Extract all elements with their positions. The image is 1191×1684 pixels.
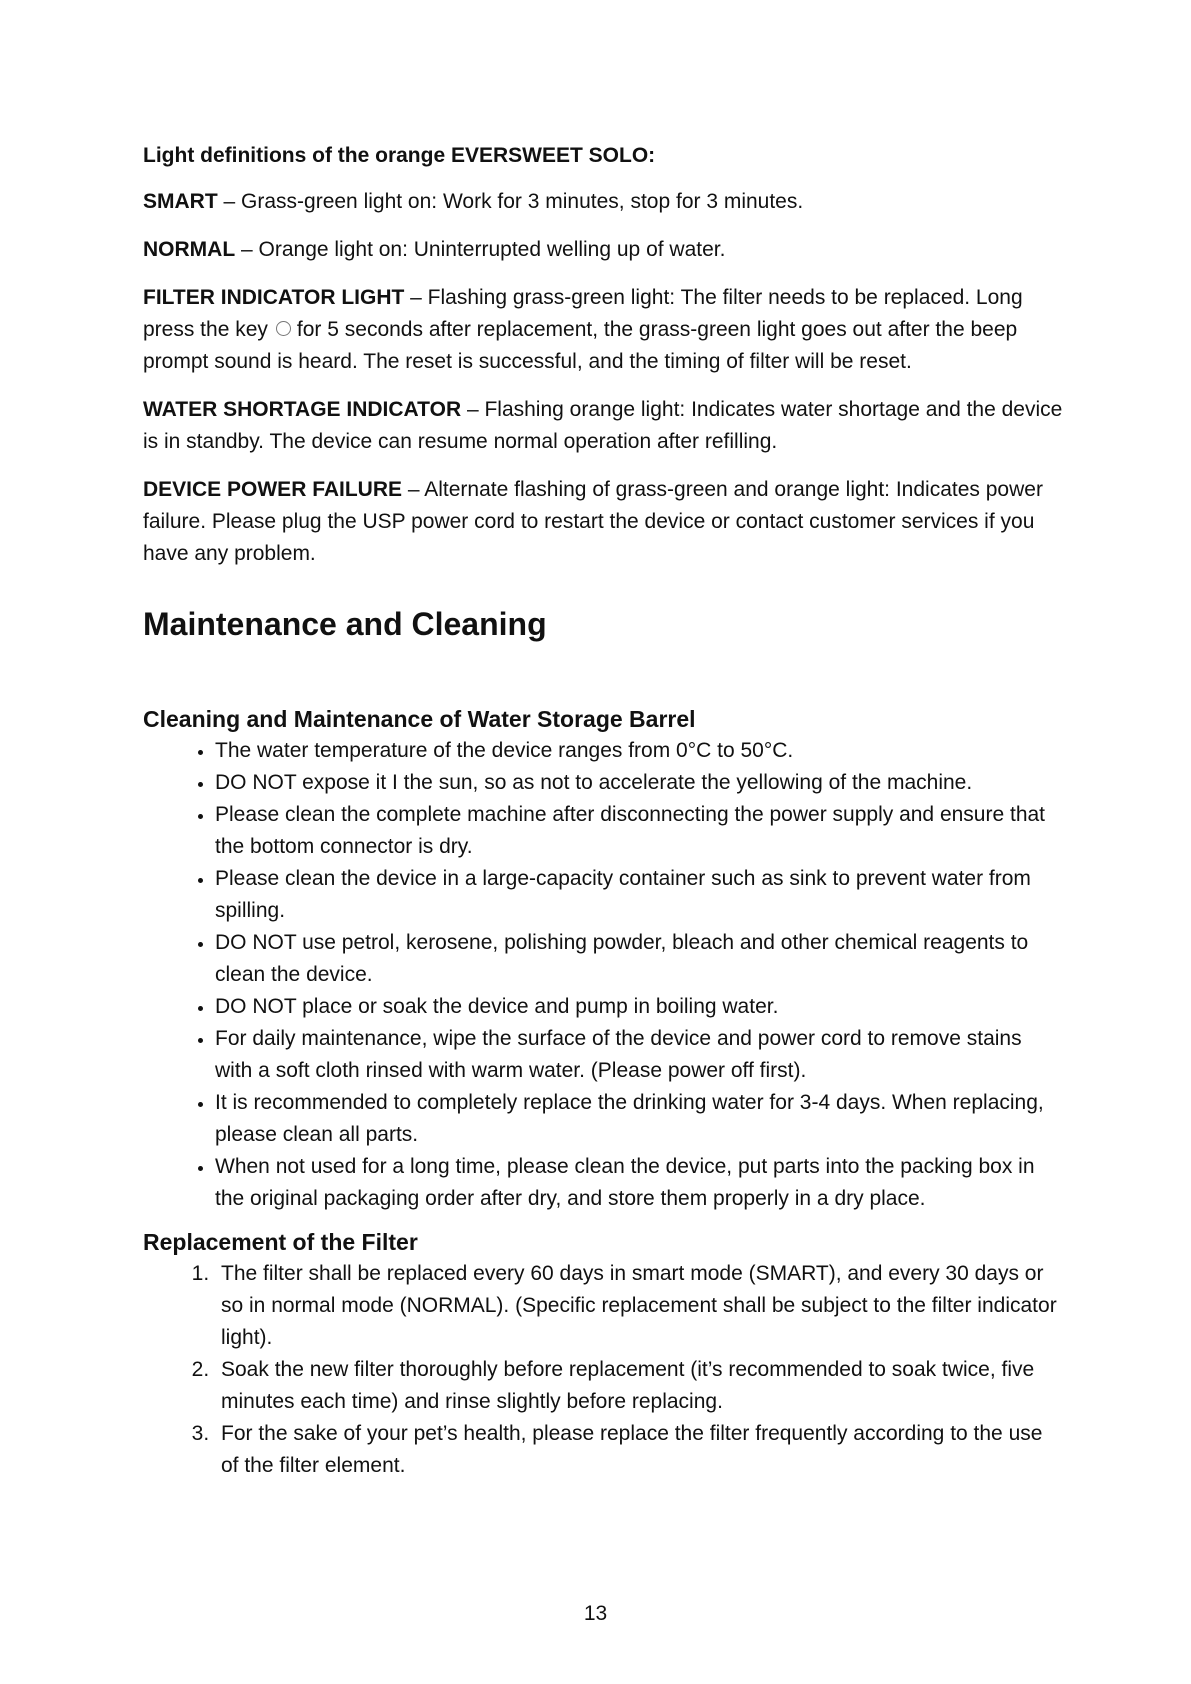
list-item: • DO NOT place or soak the device and pump in boiling water. [215,991,1063,1023]
definition-power-failure [143,474,1063,570]
power-key-icon [276,321,291,336]
list-item: • The water temperature of the device ranges from 0°C to 50°C. [215,735,1063,767]
definition-term: WATER SHORTAGE INDICATOR [143,398,462,421]
definition-term: DEVICE POWER FAILURE [143,478,403,501]
definition-text: – Grass-green light on: Work for 3 minutes, stop for 3 minutes. [217,190,804,213]
definition-term: FILTER INDICATOR LIGHT [143,286,405,309]
list-item: • Please clean the complete machine after disconnecting the power supply and ensure that the bottom connector is dry. [215,799,1063,863]
list-item: • Please clean the device in a large-capacity container such as sink to prevent water from spilling. [215,863,1063,927]
list-item: • DO NOT use petrol, kerosene, polishing powder, bleach and other chemical reagents to clean the device. [215,927,1063,991]
definition-text: – Flashing grass-green light: The filter needs to be replaced. Long press the key [143,286,1023,341]
definition-text: – Orange light on: Uninterrupted welling up of water. [235,238,726,261]
definition-text: for 5 seconds after replacement, the grass-green light goes out after the beep prompt sound is heard. The reset is successful, and the timing of filter will be reset. [143,318,1018,373]
filter-steps-list [143,1258,1063,1482]
light-definitions-heading: Light definitions of the orange EVERSWEET SOLO: [143,144,656,167]
list-item: • When not used for a long time, please clean the device, put parts into the packing box in the original packaging order after dry, and store them properly in a dry place. [215,1151,1063,1215]
document-page [143,140,1063,1494]
definition-term: SMART [143,190,218,213]
list-item: 3. For the sake of your pet’s health, please replace the filter frequently according to the use of the filter element. [215,1418,1063,1482]
page-number: 13 [583,1602,608,1625]
list-item: • It is recommended to completely replace the drinking water for 3-4 days. When replacing, please clean all parts. [215,1087,1063,1151]
list-item: 1. The filter shall be replaced every 60 days in smart mode (SMART), and every 30 days or so in normal mode (NORMAL). (Specific replacement shall be subject to the filter indicator light). [215,1258,1063,1354]
definition-normal [143,234,1063,266]
definition-text: – Flashing orange light: Indicates water shortage and the device is in standby. The device can resume normal operation after refilling. [143,398,1063,453]
cleaning-list [143,735,1063,1215]
filter-heading: Replacement of the Filter [143,1229,418,1255]
definition-filter-indicator [143,282,1063,378]
list-item: • DO NOT expose it I the sun, so as not to accelerate the yellowing of the machine. [215,767,1063,799]
definition-text: – Alternate flashing of grass-green and orange light: Indicates power failure. Please plug the USP power cord to restart the device or contact customer services if you have any problem. [143,478,1043,565]
definition-term: NORMAL [143,238,236,261]
definition-smart [143,186,1063,218]
section-title: Maintenance and Cleaning [143,606,547,642]
list-item: 2. Soak the new filter thoroughly before replacement (it’s recommended to soak twice, five minutes each time) and rinse slightly before replacing. [215,1354,1063,1418]
list-item: • For daily maintenance, wipe the surface of the device and power cord to remove stains with a soft cloth rinsed with warm water. (Please power off first). [215,1023,1063,1087]
definition-water-shortage [143,394,1063,458]
cleaning-heading: Cleaning and Maintenance of Water Storage Barrel [143,706,696,732]
